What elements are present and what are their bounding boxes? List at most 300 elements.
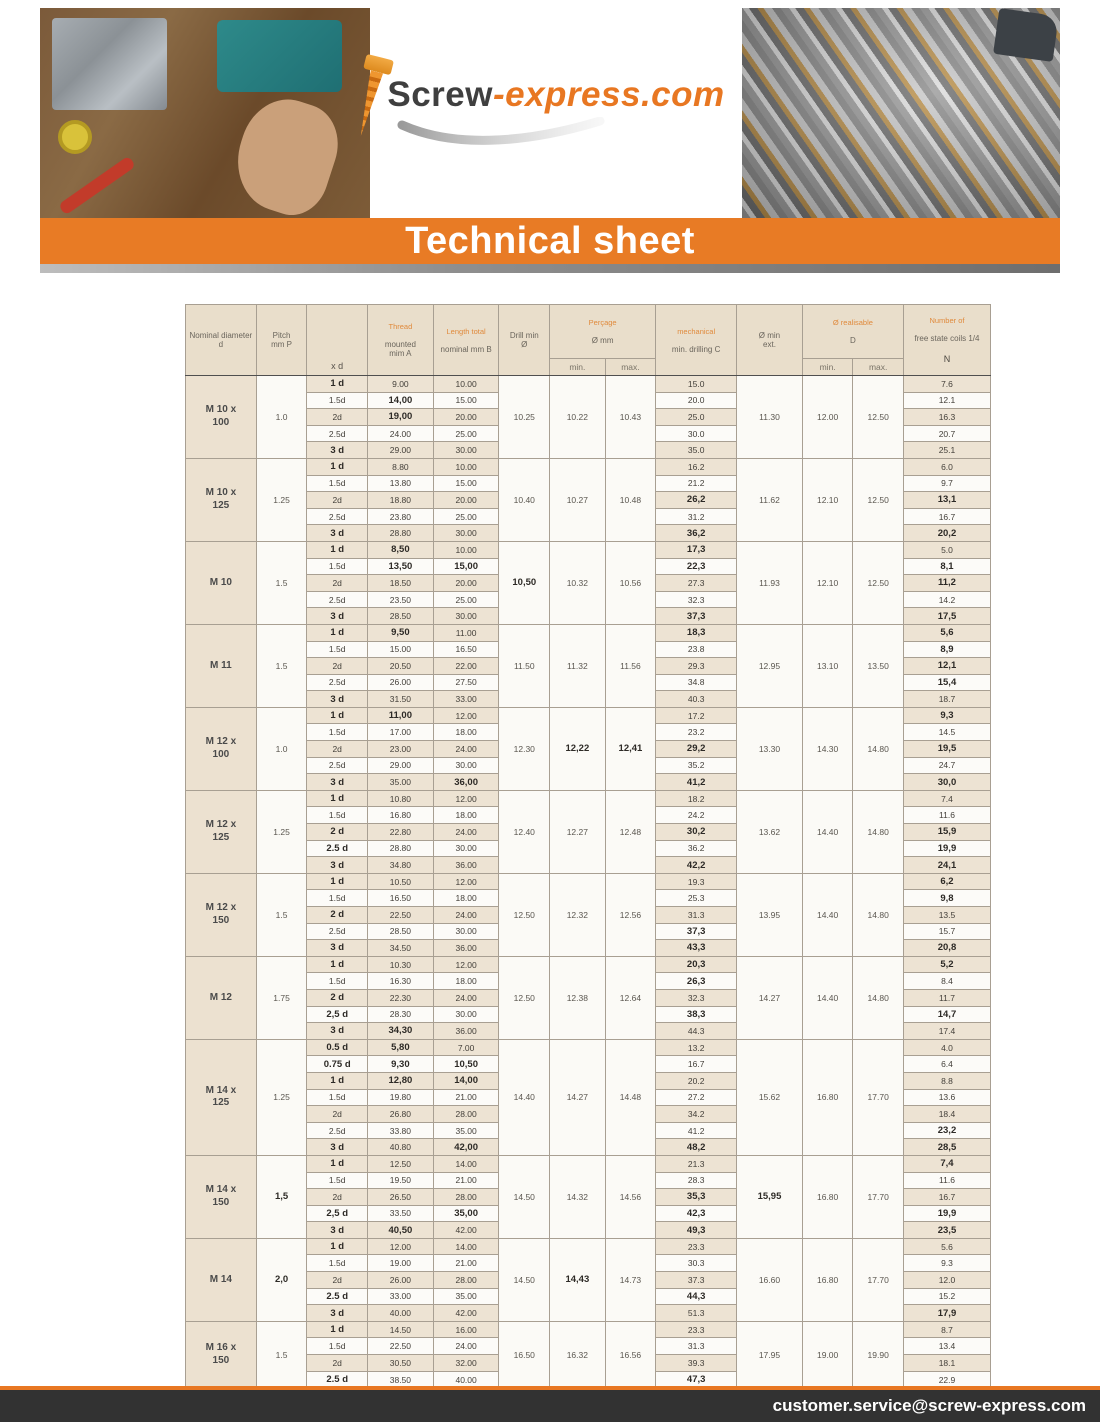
min-drilling-cell: 30.0	[656, 425, 737, 442]
xd-cell: 1.5d	[307, 558, 368, 575]
min-drilling-cell: 16.2	[656, 458, 737, 475]
diameter-min-ext-cell: 15,95	[737, 1155, 803, 1238]
length-nominal-cell: 30.00	[433, 442, 499, 459]
diameter-min-ext-cell: 12.95	[737, 624, 803, 707]
page-title: Technical sheet	[405, 219, 695, 262]
xd-cell: 2d	[307, 1355, 368, 1372]
free-coils-cell: 12.1	[903, 392, 990, 409]
thread-mounted-cell: 19,00	[368, 409, 434, 426]
header-xd: x d	[307, 305, 368, 376]
percage-min-cell: 11.32	[550, 624, 606, 707]
free-coils-cell: 16.3	[903, 409, 990, 426]
free-coils-cell: 15.2	[903, 1288, 990, 1305]
thread-mounted-cell: 30.50	[368, 1355, 434, 1372]
length-nominal-cell: 30.00	[433, 923, 499, 940]
min-drilling-cell: 19.3	[656, 873, 737, 890]
free-coils-cell: 17,5	[903, 608, 990, 625]
length-nominal-cell: 35.00	[433, 1288, 499, 1305]
diameter-min-ext-cell: 14.27	[737, 956, 803, 1039]
min-drilling-cell: 30.3	[656, 1255, 737, 1272]
min-drilling-cell: 24.2	[656, 807, 737, 824]
header-free-state-coils-label: free state coils 1/4	[914, 334, 980, 343]
length-nominal-cell: 15.00	[433, 475, 499, 492]
thread-mounted-cell: 31.50	[368, 691, 434, 708]
drill-min-cell: 12.40	[499, 790, 550, 873]
header-min-drilling-top: mechanical	[677, 326, 716, 336]
free-coils-cell: 14.2	[903, 591, 990, 608]
percage-min-cell: 14.32	[550, 1155, 606, 1238]
length-nominal-cell: 30.00	[433, 1006, 499, 1023]
free-coils-cell: 25.1	[903, 442, 990, 459]
xd-cell: 2.5 d	[307, 840, 368, 857]
free-coils-cell: 18.4	[903, 1106, 990, 1123]
pitch-cell: 1.75	[256, 956, 307, 1039]
table-row	[186, 1155, 991, 1172]
percage-min-cell: 12.38	[550, 956, 606, 1039]
free-coils-cell: 13.4	[903, 1338, 990, 1355]
length-nominal-cell: 36.00	[433, 940, 499, 957]
min-drilling-cell: 26,2	[656, 492, 737, 509]
length-nominal-cell: 22.00	[433, 658, 499, 675]
xd-cell: 2.5d	[307, 591, 368, 608]
pitch-cell: 1.25	[256, 1039, 307, 1155]
min-drilling-cell: 20.0	[656, 392, 737, 409]
length-nominal-cell: 36,00	[433, 774, 499, 791]
xd-cell: 1 d	[307, 707, 368, 724]
spec-table-grid	[185, 304, 991, 1389]
thread-mounted-cell: 16.80	[368, 807, 434, 824]
header-nominal-diameter-label: Nominal diameter d	[189, 331, 253, 349]
length-nominal-cell: 12.00	[433, 790, 499, 807]
length-nominal-cell: 27.50	[433, 674, 499, 691]
pitch-cell: 1.5	[256, 541, 307, 624]
thread-mounted-cell: 22.80	[368, 824, 434, 841]
min-drilling-cell: 48,2	[656, 1139, 737, 1156]
free-coils-cell: 12.0	[903, 1272, 990, 1289]
thread-mounted-cell: 9.00	[368, 376, 434, 393]
hand-decoration	[224, 88, 349, 218]
header-diameter-d	[802, 305, 903, 359]
free-coils-cell: 9.7	[903, 475, 990, 492]
xd-cell: 2,5 d	[307, 1205, 368, 1222]
free-coils-cell: 15,4	[903, 674, 990, 691]
d-min-cell: 14.30	[802, 707, 853, 790]
percage-max-cell: 11.56	[605, 624, 656, 707]
min-drilling-cell: 41,2	[656, 774, 737, 791]
min-drilling-cell: 39.3	[656, 1355, 737, 1372]
min-drilling-cell: 29.3	[656, 658, 737, 675]
min-drilling-cell: 17,3	[656, 541, 737, 558]
header-free-state-coils-unit: N	[943, 354, 951, 364]
thread-mounted-cell: 26.00	[368, 1272, 434, 1289]
thread-mounted-cell: 40.80	[368, 1139, 434, 1156]
table-row	[186, 1039, 991, 1056]
tool-decoration	[58, 156, 136, 216]
group-name-cell: M 10 x 125	[186, 458, 257, 541]
tape-measure-decoration	[58, 120, 92, 154]
length-nominal-cell: 33.00	[433, 691, 499, 708]
length-nominal-cell: 24.00	[433, 907, 499, 924]
free-coils-cell: 20,8	[903, 940, 990, 957]
length-nominal-cell: 24.00	[433, 741, 499, 758]
percage-max-cell: 12.48	[605, 790, 656, 873]
header-percage-label: Ø mm	[591, 335, 614, 345]
xd-cell: 3 d	[307, 1222, 368, 1239]
table-row	[186, 1321, 991, 1338]
min-drilling-cell: 31.3	[656, 1338, 737, 1355]
free-coils-cell: 24.7	[903, 757, 990, 774]
thread-mounted-cell: 19.50	[368, 1172, 434, 1189]
length-nominal-cell: 24.00	[433, 1338, 499, 1355]
percage-min-cell: 12,22	[550, 707, 606, 790]
d-max-cell: 12.50	[853, 376, 904, 459]
free-coils-cell: 8,9	[903, 641, 990, 658]
length-nominal-cell: 20.00	[433, 492, 499, 509]
percage-max-cell: 10.48	[605, 458, 656, 541]
thread-mounted-cell: 26.80	[368, 1106, 434, 1123]
length-nominal-cell: 14,00	[433, 1072, 499, 1089]
length-nominal-cell: 15,00	[433, 558, 499, 575]
min-drilling-cell: 36.2	[656, 840, 737, 857]
xd-cell: 2d	[307, 1189, 368, 1206]
length-nominal-cell: 14.00	[433, 1155, 499, 1172]
min-drilling-cell: 23.3	[656, 1238, 737, 1255]
d-max-cell: 17.70	[853, 1155, 904, 1238]
thread-mounted-cell: 26.00	[368, 674, 434, 691]
header-percage	[550, 305, 656, 359]
logo-swoosh	[396, 117, 606, 151]
length-nominal-cell: 16.00	[433, 1321, 499, 1338]
header	[40, 8, 1060, 218]
length-nominal-cell: 12.00	[433, 956, 499, 973]
diameter-min-ext-cell: 15.62	[737, 1039, 803, 1155]
thread-mounted-cell: 38.50	[368, 1371, 434, 1388]
drill-min-cell: 10.25	[499, 376, 550, 459]
screw-tray-decoration	[52, 18, 167, 110]
xd-cell: 2.5d	[307, 1122, 368, 1139]
min-drilling-cell: 32.3	[656, 591, 737, 608]
min-drilling-cell: 27.2	[656, 1089, 737, 1106]
d-max-cell: 17.70	[853, 1238, 904, 1321]
min-drilling-cell: 18.2	[656, 790, 737, 807]
header-free-state-coils-top: Number of	[929, 316, 965, 325]
group-name-cell: M 14	[186, 1238, 257, 1321]
free-coils-cell: 5,6	[903, 624, 990, 641]
percage-min-cell: 12.32	[550, 873, 606, 956]
xd-cell: 1 d	[307, 624, 368, 641]
min-drilling-cell: 42,3	[656, 1205, 737, 1222]
spec-table	[185, 304, 991, 1384]
drill-min-cell: 11.50	[499, 624, 550, 707]
length-nominal-cell: 21.00	[433, 1255, 499, 1272]
length-nominal-cell: 15.00	[433, 392, 499, 409]
percage-max-cell: 12.64	[605, 956, 656, 1039]
length-nominal-cell: 35,00	[433, 1205, 499, 1222]
thread-mounted-cell: 33.50	[368, 1205, 434, 1222]
percage-min-cell: 10.22	[550, 376, 606, 459]
free-coils-cell: 18.1	[903, 1355, 990, 1372]
header-min-drilling-label: min. drilling C	[671, 344, 721, 354]
free-coils-cell: 18.7	[903, 691, 990, 708]
header-diameter-d-label: D	[850, 335, 856, 345]
drill-min-cell: 10.40	[499, 458, 550, 541]
xd-cell: 3 d	[307, 1023, 368, 1040]
group-name-cell: M 12	[186, 956, 257, 1039]
percage-min-cell: 16.32	[550, 1321, 606, 1388]
diameter-min-ext-cell: 13.62	[737, 790, 803, 873]
free-coils-cell: 7,4	[903, 1155, 990, 1172]
thread-mounted-cell: 40,50	[368, 1222, 434, 1239]
length-nominal-cell: 42,00	[433, 1139, 499, 1156]
diameter-min-ext-cell: 11.30	[737, 376, 803, 459]
d-min-cell: 16.80	[802, 1238, 853, 1321]
xd-cell: 3 d	[307, 608, 368, 625]
min-drilling-cell: 17.2	[656, 707, 737, 724]
group-name-cell: M 14 x 125	[186, 1039, 257, 1155]
min-drilling-cell: 29,2	[656, 741, 737, 758]
spec-table-head	[186, 305, 991, 376]
thread-mounted-cell: 19.80	[368, 1089, 434, 1106]
xd-cell: 1.5d	[307, 1172, 368, 1189]
thread-mounted-cell: 5,80	[368, 1039, 434, 1056]
spec-table-body	[186, 376, 991, 1389]
group-name-cell: M 14 x 150	[186, 1155, 257, 1238]
percage-max-cell: 10.43	[605, 376, 656, 459]
length-nominal-cell: 36.00	[433, 857, 499, 874]
min-drilling-cell: 16.7	[656, 1056, 737, 1073]
thread-mounted-cell: 15.00	[368, 641, 434, 658]
thread-mounted-cell: 34,30	[368, 1023, 434, 1040]
min-drilling-cell: 32.3	[656, 989, 737, 1006]
length-nominal-cell: 30.00	[433, 757, 499, 774]
thread-mounted-cell: 40.00	[368, 1305, 434, 1322]
free-coils-cell: 20.7	[903, 425, 990, 442]
xd-cell: 1 d	[307, 1238, 368, 1255]
length-nominal-cell: 24.00	[433, 824, 499, 841]
header-percage-min: min.	[550, 358, 606, 375]
pitch-cell: 2,0	[256, 1238, 307, 1321]
xd-cell: 1.5d	[307, 475, 368, 492]
thread-mounted-cell: 34.50	[368, 940, 434, 957]
free-coils-cell: 16.7	[903, 1189, 990, 1206]
free-coils-cell: 7.6	[903, 376, 990, 393]
thread-mounted-cell: 28.50	[368, 608, 434, 625]
d-max-cell: 14.80	[853, 790, 904, 873]
free-coils-cell: 19,5	[903, 741, 990, 758]
length-nominal-cell: 28.00	[433, 1189, 499, 1206]
length-nominal-cell: 40.00	[433, 1371, 499, 1388]
min-drilling-cell: 20.2	[656, 1072, 737, 1089]
group-name-cell: M 12 x 100	[186, 707, 257, 790]
length-nominal-cell: 42.00	[433, 1305, 499, 1322]
free-coils-cell: 14.5	[903, 724, 990, 741]
free-coils-cell: 9.3	[903, 1255, 990, 1272]
min-drilling-cell: 25.3	[656, 890, 737, 907]
thread-mounted-cell: 16.50	[368, 890, 434, 907]
thread-mounted-cell: 23.80	[368, 508, 434, 525]
banner-shadow-bar	[40, 264, 1060, 273]
min-drilling-cell: 49,3	[656, 1222, 737, 1239]
min-drilling-cell: 34.2	[656, 1106, 737, 1123]
thread-mounted-cell: 26.50	[368, 1189, 434, 1206]
table-row	[186, 956, 991, 973]
header-min-drilling	[656, 305, 737, 376]
min-drilling-cell: 37,3	[656, 923, 737, 940]
length-nominal-cell: 35.00	[433, 1122, 499, 1139]
free-coils-cell: 28,5	[903, 1139, 990, 1156]
header-length-nominal	[433, 305, 499, 376]
min-drilling-cell: 35,3	[656, 1189, 737, 1206]
logo	[370, 8, 742, 218]
free-coils-cell: 7.4	[903, 790, 990, 807]
xd-cell: 3 d	[307, 857, 368, 874]
min-drilling-cell: 30,2	[656, 824, 737, 841]
percage-max-cell: 10.56	[605, 541, 656, 624]
header-pitch-label: Pitch mm P	[271, 331, 292, 349]
min-drilling-cell: 28.3	[656, 1172, 737, 1189]
xd-cell: 0.5 d	[307, 1039, 368, 1056]
group-name-cell: M 16 x 150	[186, 1321, 257, 1388]
xd-cell: 2d	[307, 409, 368, 426]
diameter-min-ext-cell: 11.62	[737, 458, 803, 541]
drill-min-cell: 14.50	[499, 1238, 550, 1321]
header-photo-screws	[742, 8, 1060, 218]
length-nominal-cell: 28.00	[433, 1272, 499, 1289]
free-coils-cell: 8.8	[903, 1072, 990, 1089]
thread-mounted-cell: 17.00	[368, 724, 434, 741]
header-nominal-diameter	[186, 305, 257, 376]
length-nominal-cell: 28.00	[433, 1106, 499, 1123]
header-photo-workbench	[40, 8, 370, 218]
drill-min-cell: 12.50	[499, 873, 550, 956]
min-drilling-cell: 23.3	[656, 1321, 737, 1338]
table-row	[186, 624, 991, 641]
screw-head-icon	[363, 54, 394, 75]
min-drilling-cell: 36,2	[656, 525, 737, 542]
min-drilling-cell: 22,3	[656, 558, 737, 575]
min-drilling-cell: 44.3	[656, 1023, 737, 1040]
xd-cell: 3 d	[307, 1139, 368, 1156]
xd-cell: 3 d	[307, 774, 368, 791]
diameter-min-ext-cell: 13.30	[737, 707, 803, 790]
min-drilling-cell: 37,3	[656, 608, 737, 625]
min-drilling-cell: 20,3	[656, 956, 737, 973]
header-thread-mounted-label: mounted mim A	[384, 340, 416, 358]
group-name-cell: M 11	[186, 624, 257, 707]
min-drilling-cell: 21.3	[656, 1155, 737, 1172]
xd-cell: 2 d	[307, 989, 368, 1006]
free-coils-cell: 20,2	[903, 525, 990, 542]
length-nominal-cell: 10.00	[433, 541, 499, 558]
drill-min-cell: 12.50	[499, 956, 550, 1039]
d-max-cell: 14.80	[853, 956, 904, 1039]
length-nominal-cell: 7.00	[433, 1039, 499, 1056]
thread-mounted-cell: 35.00	[368, 774, 434, 791]
min-drilling-cell: 35.2	[656, 757, 737, 774]
xd-cell: 1.5d	[307, 973, 368, 990]
d-min-cell: 19.00	[802, 1321, 853, 1388]
xd-cell: 2d	[307, 1106, 368, 1123]
min-drilling-cell: 21.2	[656, 475, 737, 492]
length-nominal-cell: 10.00	[433, 376, 499, 393]
free-coils-cell: 15,9	[903, 824, 990, 841]
thread-mounted-cell: 10.80	[368, 790, 434, 807]
xd-cell: 2.5d	[307, 425, 368, 442]
free-coils-cell: 13.5	[903, 907, 990, 924]
free-coils-cell: 9,3	[903, 707, 990, 724]
min-drilling-cell: 38,3	[656, 1006, 737, 1023]
footer-email: customer.service@screw-express.com	[772, 1396, 1086, 1415]
xd-cell: 1 d	[307, 1321, 368, 1338]
thread-mounted-cell: 12.00	[368, 1238, 434, 1255]
xd-cell: 3 d	[307, 940, 368, 957]
pitch-cell: 1.0	[256, 376, 307, 459]
xd-cell: 2.5d	[307, 757, 368, 774]
length-nominal-cell: 18.00	[433, 973, 499, 990]
free-coils-cell: 19,9	[903, 840, 990, 857]
free-coils-cell: 30,0	[903, 774, 990, 791]
drill-min-cell: 14.50	[499, 1155, 550, 1238]
thread-mounted-cell: 19.00	[368, 1255, 434, 1272]
d-max-cell: 12.50	[853, 541, 904, 624]
header-pitch	[256, 305, 307, 376]
min-drilling-cell: 27.3	[656, 575, 737, 592]
min-drilling-cell: 31.2	[656, 508, 737, 525]
header-d-min: min.	[802, 358, 853, 375]
header-diameter-d-top: Ø realisable	[832, 317, 873, 327]
xd-cell: 1.5d	[307, 724, 368, 741]
length-nominal-cell: 21.00	[433, 1089, 499, 1106]
percage-min-cell: 14,43	[550, 1238, 606, 1321]
pitch-cell: 1.5	[256, 624, 307, 707]
title-banner	[40, 218, 1060, 264]
table-row	[186, 790, 991, 807]
diameter-min-ext-cell: 13.95	[737, 873, 803, 956]
length-nominal-cell: 30.00	[433, 840, 499, 857]
free-coils-cell: 14,7	[903, 1006, 990, 1023]
footer	[0, 1386, 1100, 1422]
header-thread-mounted-top: Thread	[388, 322, 413, 331]
header-drill-min-label: Drill min Ø	[509, 331, 539, 349]
drill-decoration	[993, 8, 1059, 62]
min-drilling-cell: 34.8	[656, 674, 737, 691]
length-nominal-cell: 25.00	[433, 425, 499, 442]
length-nominal-cell: 32.00	[433, 1355, 499, 1372]
percage-max-cell: 16.56	[605, 1321, 656, 1388]
pitch-cell: 1.25	[256, 790, 307, 873]
length-nominal-cell: 24.00	[433, 989, 499, 1006]
xd-cell: 1 d	[307, 1155, 368, 1172]
free-coils-cell: 11,2	[903, 575, 990, 592]
xd-cell: 2.5 d	[307, 1371, 368, 1388]
header-diameter-min-ext-label: Ø min ext.	[758, 331, 781, 349]
thread-mounted-cell: 23.00	[368, 741, 434, 758]
xd-cell: 2.5 d	[307, 1288, 368, 1305]
xd-cell: 0.75 d	[307, 1056, 368, 1073]
d-max-cell: 17.70	[853, 1039, 904, 1155]
header-drill-min	[499, 305, 550, 376]
xd-cell: 1 d	[307, 873, 368, 890]
min-drilling-cell: 18,3	[656, 624, 737, 641]
d-max-cell: 12.50	[853, 458, 904, 541]
min-drilling-cell: 44,3	[656, 1288, 737, 1305]
xd-cell: 2d	[307, 575, 368, 592]
xd-cell: 1.5d	[307, 1338, 368, 1355]
xd-cell: 1.5d	[307, 1255, 368, 1272]
d-max-cell: 19.90	[853, 1321, 904, 1388]
percage-min-cell: 10.32	[550, 541, 606, 624]
thread-mounted-cell: 12,80	[368, 1072, 434, 1089]
